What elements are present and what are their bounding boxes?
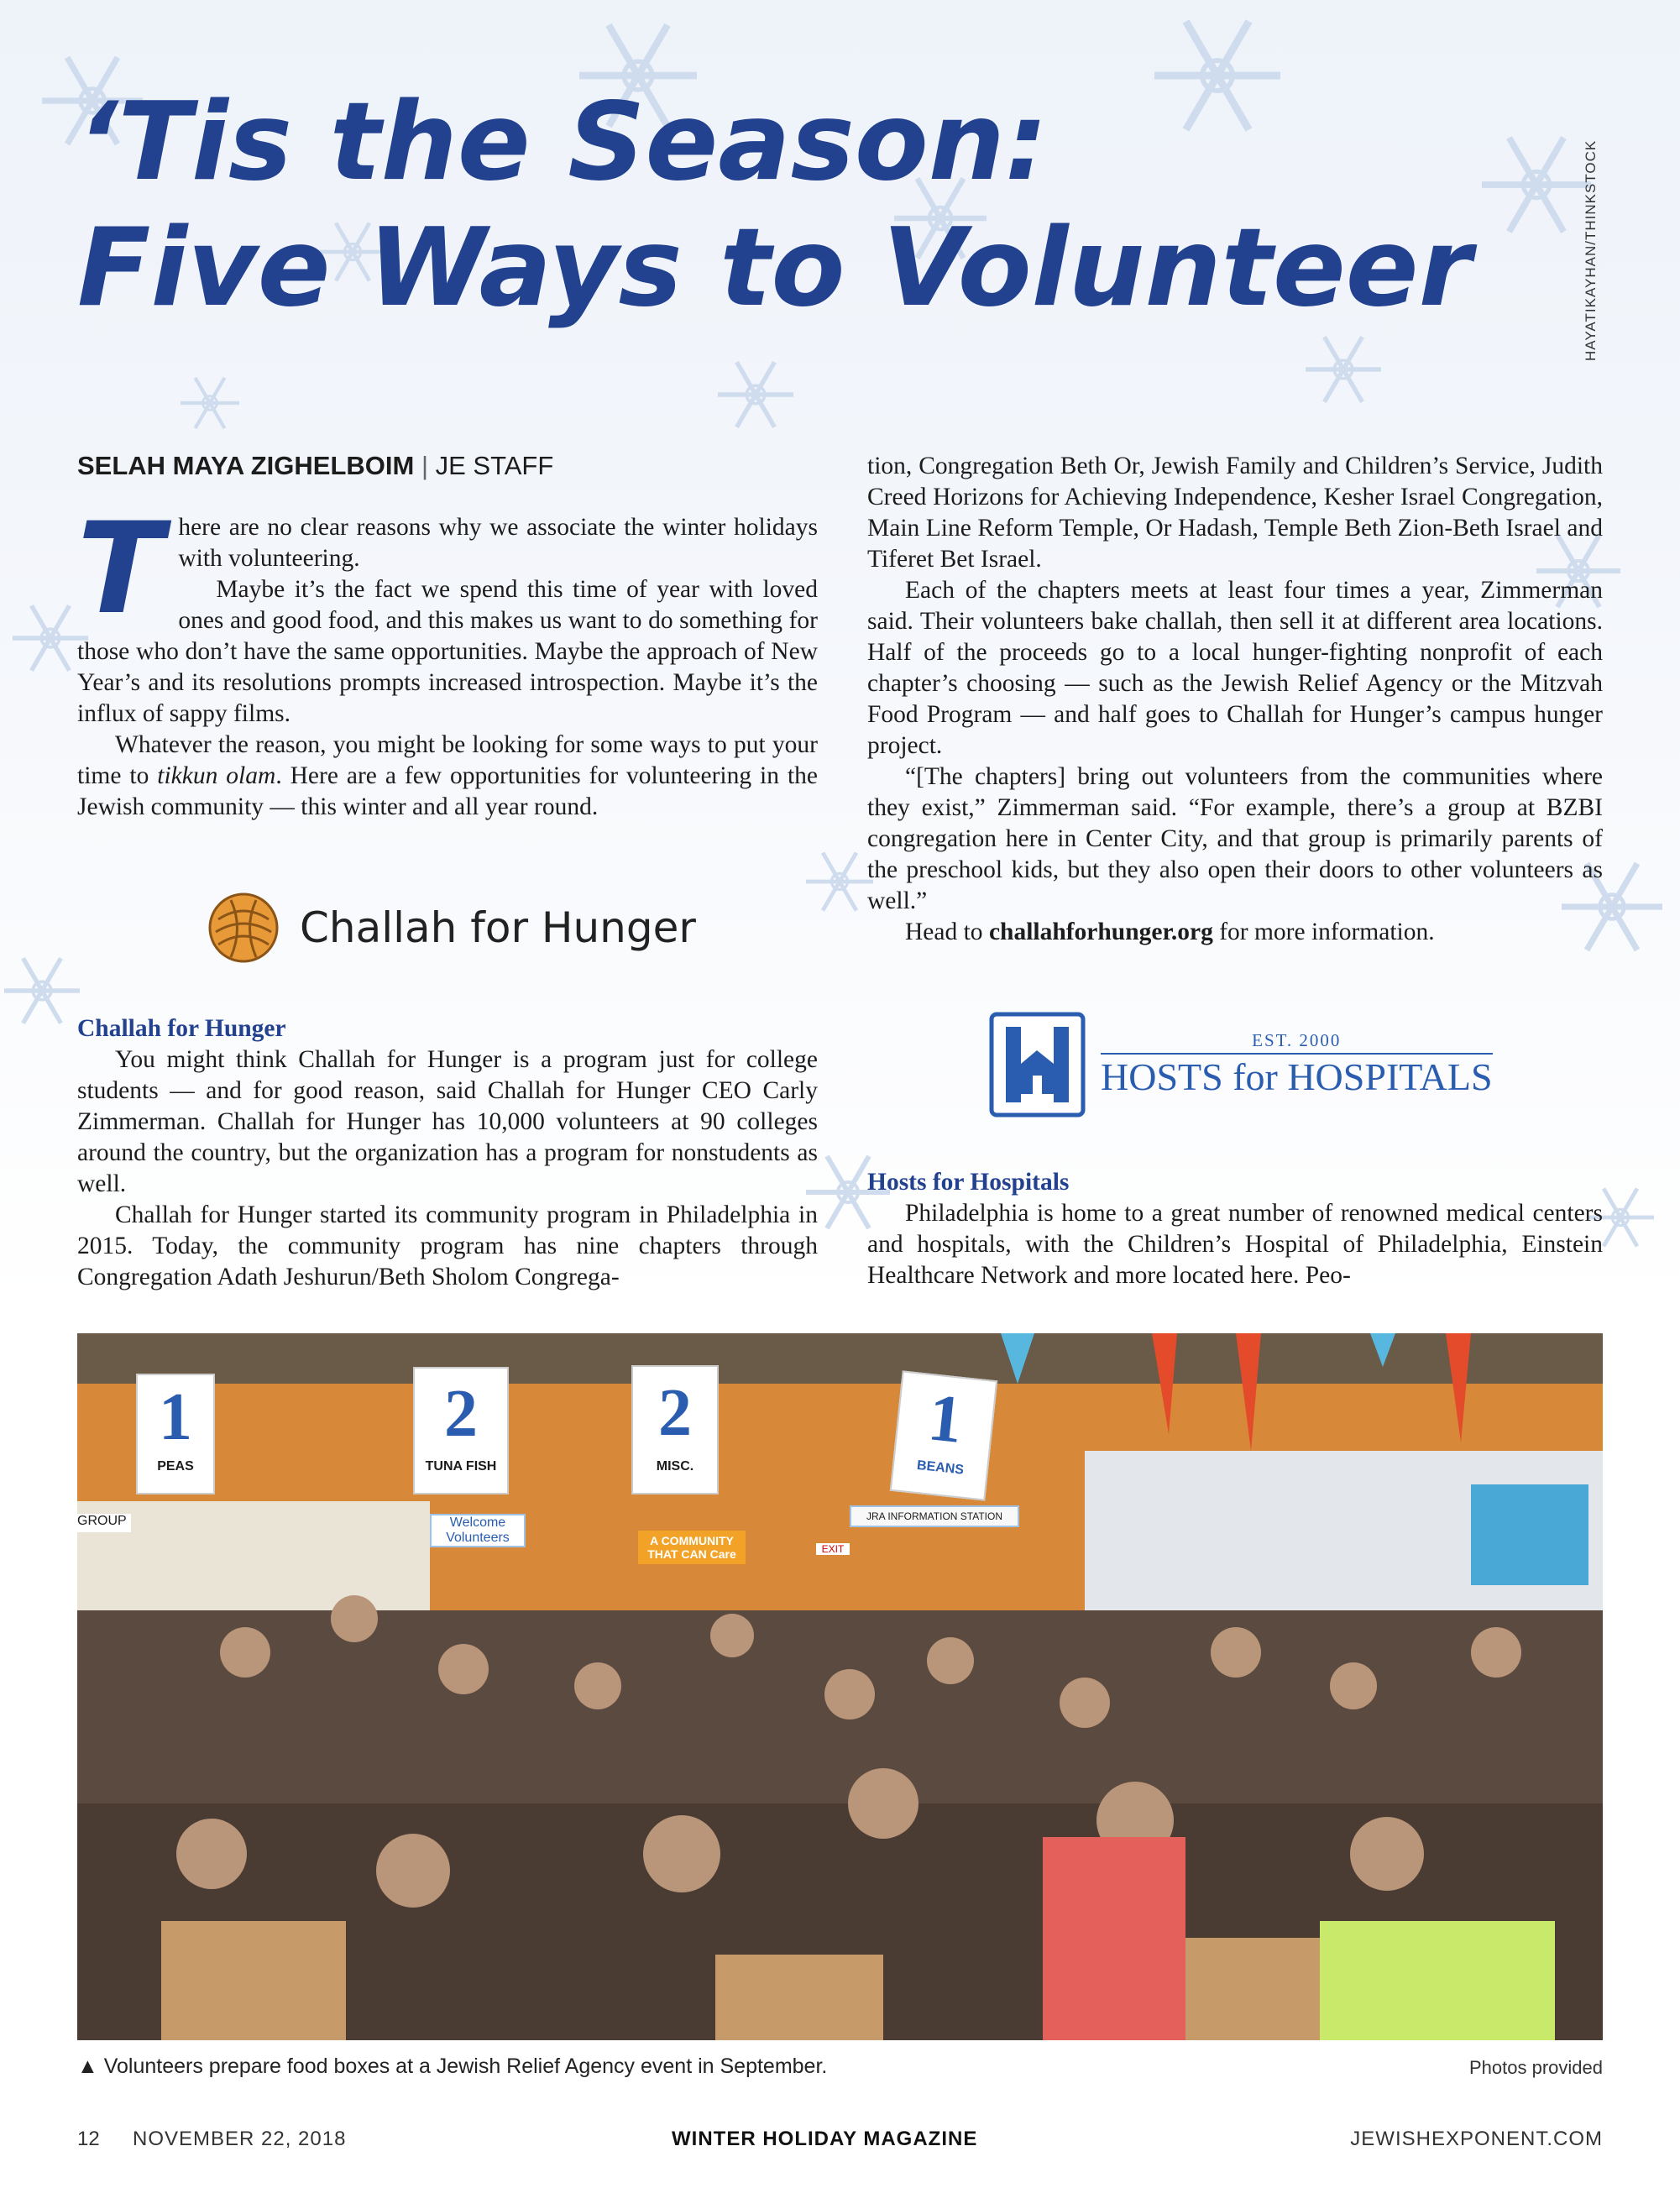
challah-paragraph-4: Each of the chapters meets at least four times a year, Zimmerman said. Their volunteers bake challah, then sell it at different area locations. Half of the proceeds go to a local hunger-fighting nonprofit of each chapter’s choosing — such as the Jewish Relief Agency or the Mitzvah Food Program — and half goes to Challah for Hunger’s campus hunger project.: [867, 577, 1603, 759]
sign-beans: 1 BEANS: [890, 1370, 997, 1500]
challah-paragraph-6: Head to challahforhunger.org for more information.: [905, 919, 1435, 945]
photo-caption: [77, 2055, 827, 2079]
author-role: JE STAFF: [435, 451, 554, 480]
challah-paragraph-1: You might think Challah for Hunger is a program just for college students — and for good reason, said Challah for Hunger CEO Carly Zimmerman. Challah for Hunger has 10,000 volunteers at 90 colleges around the country, but the organization has a program for nonstudents as well.: [77, 1046, 818, 1197]
sign-misc: 2 MISC.: [631, 1365, 719, 1494]
challah-for-hunger-logo: [206, 877, 709, 978]
headline-line-2: Five Ways to Volunteer: [77, 206, 1472, 331]
hosts-paragraph-1: Philadelphia is home to a great number of renowned medical centers and hospitals, with the Children’s Hospital of Philadelphia, Einstein Healthcare Network and more located here. Peo-: [867, 1200, 1603, 1289]
caption-marker-icon: ▲: [77, 2055, 98, 2078]
banner-welcome: Welcome Volunteers: [430, 1514, 526, 1547]
intro-paragraph-1: here are no clear reasons why we associate the winter holidays with volunteering.: [178, 514, 818, 572]
photo-credit: Photos provided: [1469, 2057, 1603, 2078]
challahforhunger-link[interactable]: challahforhunger.org: [988, 919, 1213, 945]
caption-text: Volunteers prepare food boxes at a Jewish Relief Agency event in September.: [103, 2055, 828, 2078]
banner-group: GROUP: [77, 1514, 131, 1532]
hosts-logo-name: HOSTS for HOSPITALS: [1101, 1055, 1493, 1098]
challah-paragraph-5: “[The chapters] bring out volunteers from the communities where they exist,” Zimmerman said. “For example, there’s a group at BZBI congregation here in Center City, and that group is primarily parents of the preschool kids, but they also open their doors to other volunteers as well.”: [867, 763, 1603, 914]
hosts-section: [867, 1167, 1603, 1291]
exit-sign: EXIT: [816, 1543, 850, 1555]
volunteers-photo: [77, 1333, 1603, 2040]
byline-separator: |: [421, 451, 429, 480]
sign-tuna-fish: 2 TUNA FISH: [413, 1367, 509, 1494]
drop-cap: T: [77, 496, 164, 642]
image-credit-side: HAYATIKAYHAN/THINKSTOCK: [1583, 139, 1599, 361]
page-footer: [77, 2128, 1603, 2158]
headline-line-1: ‘Tis the Season:: [77, 80, 1049, 205]
challah-section-left: [77, 1013, 818, 1293]
intro-column: [77, 496, 818, 823]
hosts-heading: Hosts for Hospitals: [867, 1169, 1070, 1196]
hosts-for-hospitals-logo: [989, 1010, 1493, 1119]
issue-date: NOVEMBER 22, 2018: [133, 2128, 347, 2150]
author-name: SELAH MAYA ZIGHELBOIM: [77, 451, 415, 480]
website: JEWISHEXPONENT.COM: [1350, 2128, 1603, 2150]
tikkun-olam-term: tikkun olam: [157, 762, 276, 789]
page-number: 12: [77, 2128, 100, 2150]
headline: [77, 80, 1588, 332]
hosts-est: EST. 2000: [1101, 1030, 1493, 1055]
sign-peas: 1 PEAS: [136, 1374, 215, 1494]
challah-section-right: [867, 451, 1603, 948]
challah-heading: Challah for Hunger: [77, 1015, 286, 1042]
challah-paragraph-2: Challah for Hunger started its community program in Philadelphia in 2015. Today, the community program has nine chapters through Congregation Adath Jeshurun/Beth Sholom Congrega-: [77, 1201, 818, 1290]
challah-paragraph-3: tion, Congregation Beth Or, Jewish Family and Children’s Service, Judith Creed Horizons for Achieving Independence, Kesher Israel Congregation, Main Line Reform Temple, Or Hadash, Temple Beth Zion-Beth Israel and Tiferet Bet Israel.: [867, 453, 1603, 573]
magazine-title: WINTER HOLIDAY MAGAZINE: [672, 2128, 978, 2150]
challah-logo-text: Challah for Hunger: [300, 903, 696, 952]
braided-challah-icon: [206, 890, 281, 966]
intro-paragraph-3: Whatever the reason, you might be looking for some ways to put your time to tikkun olam. Here are a few opportunities for volunteering in the Jewish community — this winter and all year round.: [77, 731, 818, 820]
house-in-h-icon: [989, 1012, 1086, 1118]
banner-jra-info: JRA INFORMATION STATION: [850, 1505, 1019, 1527]
intro-paragraph-2: Maybe it’s the fact we spend this time of year with loved ones and good food, and this makes us want to do something for those who don’t have the same opportunities. Maybe the approach of New Year’s and its resolutions prompts increased introspection. Maybe it’s the influx of sappy films.: [77, 576, 818, 727]
banner-community: A COMMUNITY THAT CAN Care: [638, 1531, 746, 1564]
byline: [77, 451, 553, 481]
